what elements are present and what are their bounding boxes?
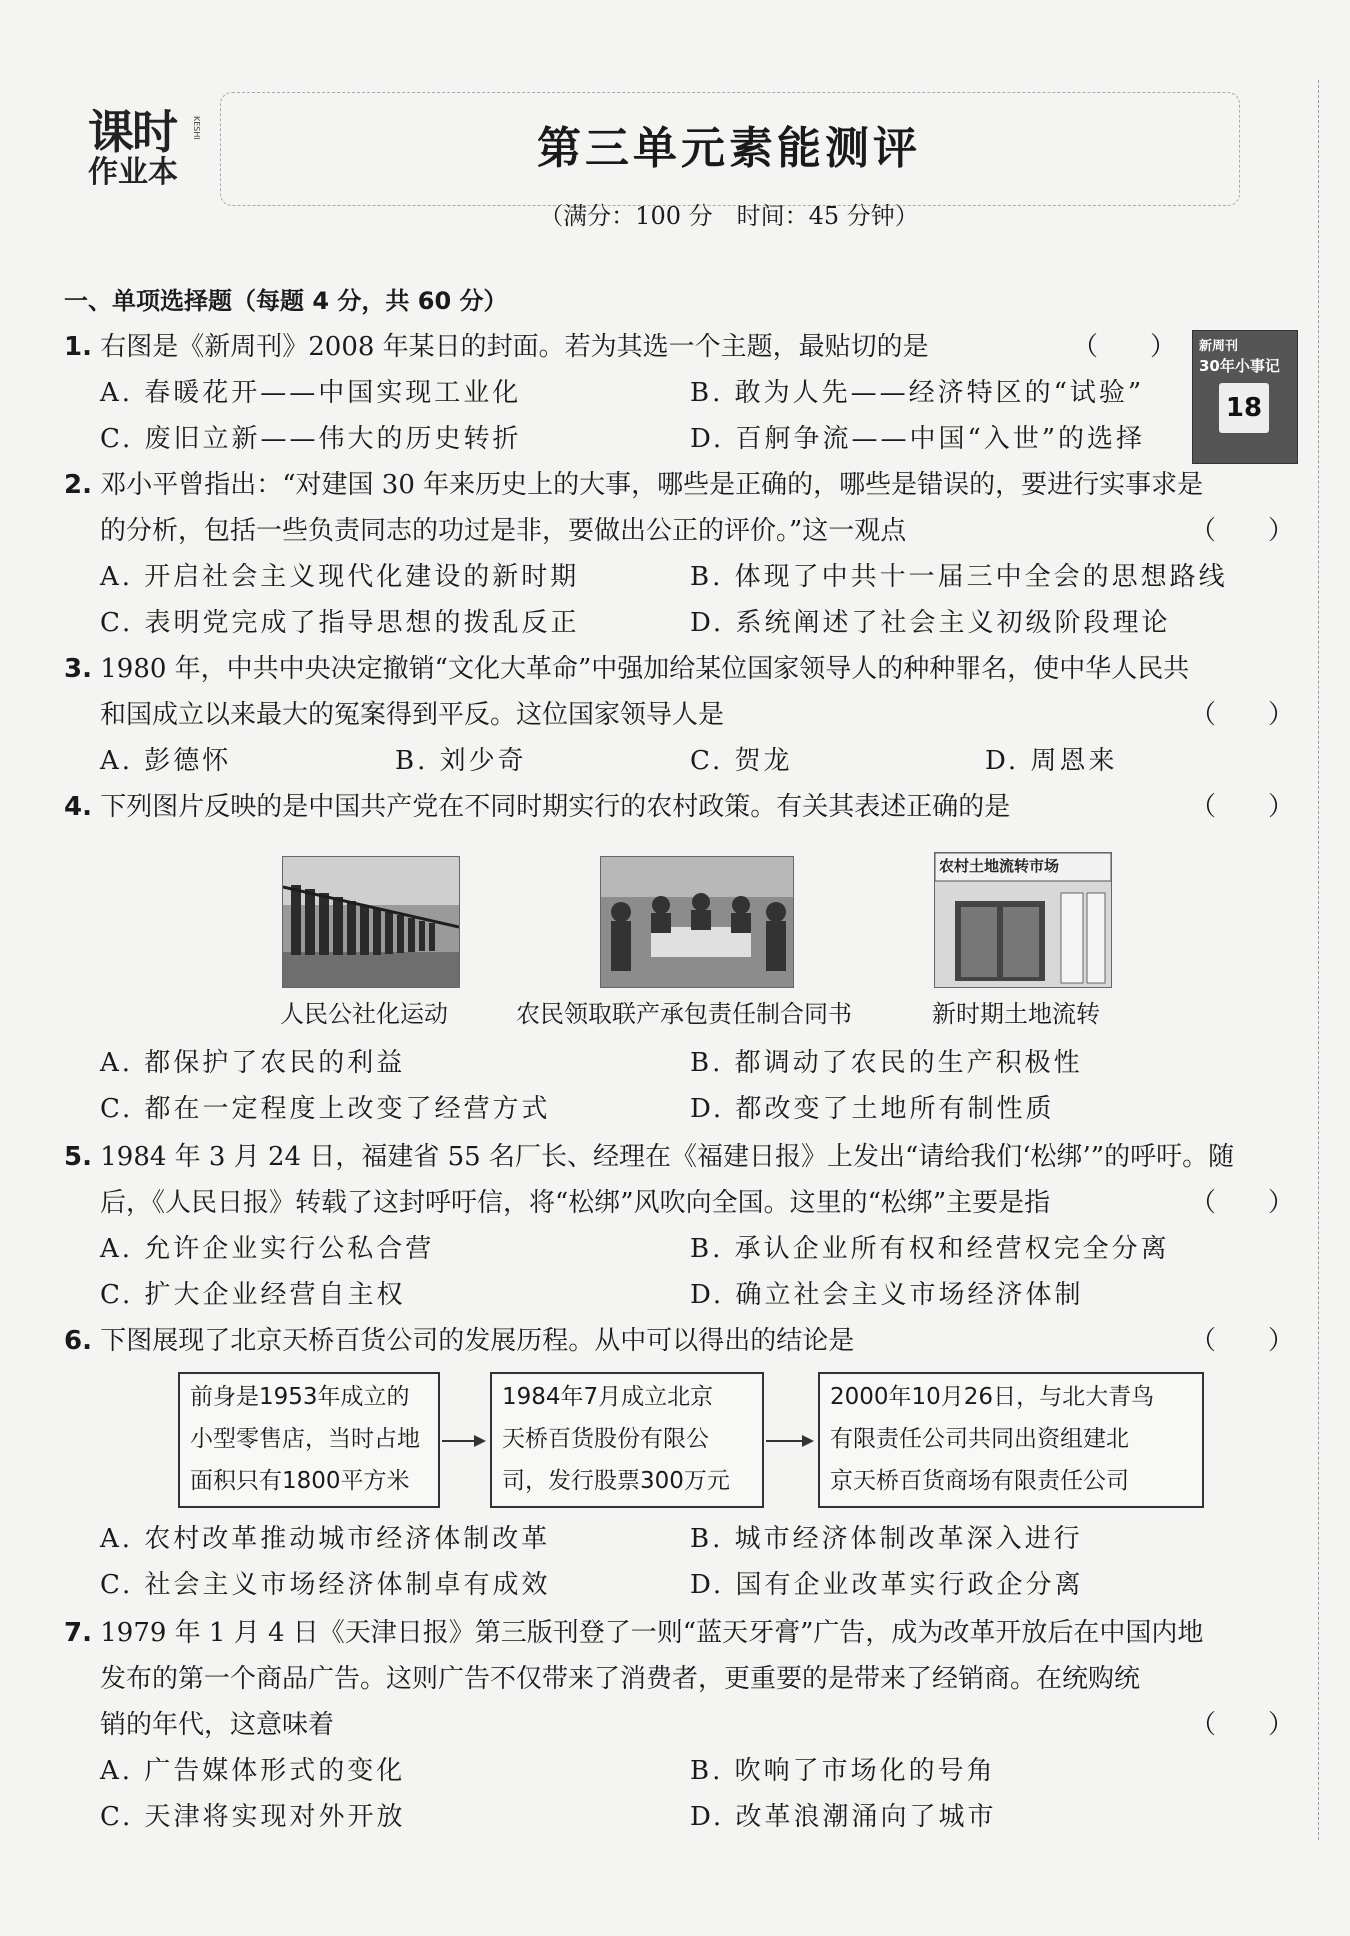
option-c[interactable]: C. 废旧立新——伟大的历史转折 <box>100 424 522 454</box>
option-b[interactable]: B. 刘少奇 <box>395 746 527 776</box>
question-text: 1979 年 1 月 4 日《天津日报》第三版刊登了一则“蓝天牙膏”广告，成为改革开放后在中国内地 <box>100 1618 1204 1648</box>
page-subtitle: （满分：100 分 时间：45 分钟） <box>539 202 919 230</box>
flow-box-line: 天桥百货股份有限公 <box>502 1426 709 1452</box>
question-7 <box>64 1616 1203 1650</box>
land-market-sign: 农村土地流转市场 <box>939 857 1060 875</box>
option-a[interactable]: A. 彭德怀 <box>100 746 232 776</box>
question-text-cont: 发布的第一个商品广告。这则广告不仅带来了消费者，更重要的是带来了经销商。在统购统 <box>100 1664 1141 1694</box>
publisher-logo <box>88 105 201 190</box>
question-text: 下列图片反映的是中国共产党在不同时期实行的农村政策。有关其表述正确的是 <box>100 792 1011 822</box>
binding-margin-line <box>1318 80 1319 1840</box>
flow-box-line: 小型零售店，当时占地 <box>190 1426 420 1452</box>
answer-blank[interactable]: （ ） <box>1072 332 1177 362</box>
option-a[interactable]: A. 开启社会主义现代化建设的新时期 <box>100 562 580 592</box>
question-number: 5. <box>64 1142 92 1172</box>
flow-box-line: 面积只有1800平方米 <box>190 1468 410 1494</box>
answer-blank[interactable]: （ ） <box>1190 1188 1295 1218</box>
option-d[interactable]: D. 百舸争流——中国“入世”的选择 <box>690 424 1146 454</box>
option-d[interactable]: D. 确立社会主义市场经济体制 <box>690 1280 1084 1310</box>
question-number: 2. <box>64 470 92 500</box>
question-number: 3. <box>64 654 92 684</box>
option-a[interactable]: A. 广告媒体形式的变化 <box>100 1756 406 1786</box>
answer-blank[interactable]: （ ） <box>1190 700 1295 730</box>
question-4 <box>64 790 1010 824</box>
option-c[interactable]: C. 贺龙 <box>690 746 793 776</box>
question-6 <box>64 1324 854 1358</box>
flow-box-1953 <box>178 1372 440 1508</box>
logo-pinyin: KESHI <box>192 116 201 140</box>
photo-land-transfer-market <box>934 852 1112 988</box>
option-b[interactable]: B. 都调动了农民的生产积极性 <box>690 1048 1083 1078</box>
option-b[interactable]: B. 吹响了市场化的号角 <box>690 1756 996 1786</box>
question-text: 右图是《新周刊》2008 年某日的封面。若为其选一个主题，最贴切的是 <box>100 332 929 362</box>
page-title: 第三单元素能测评 <box>537 123 921 174</box>
cover-masthead: 新周刊 <box>1199 339 1239 354</box>
flow-arrow <box>766 1440 812 1442</box>
flow-arrow <box>442 1440 484 1442</box>
question-1 <box>64 330 929 364</box>
flow-box-line: 司，发行股票300万元 <box>502 1468 730 1494</box>
question-text: 1984 年 3 月 24 日，福建省 55 名厂长、经理在《福建日报》上发出“请给我们‘松绑’”的呼吁。随 <box>100 1142 1235 1172</box>
option-b[interactable]: B. 城市经济体制改革深入进行 <box>690 1524 1083 1554</box>
flow-box-line: 京天桥百货商场有限责任公司 <box>830 1468 1129 1494</box>
option-b[interactable]: B. 承认企业所有权和经营权完全分离 <box>690 1234 1170 1264</box>
question-text: 邓小平曾指出：“对建国 30 年来历史上的大事，哪些是正确的，哪些是错误的，要进行实事求是 <box>100 470 1204 500</box>
question-5 <box>64 1140 1234 1174</box>
option-c[interactable]: C. 表明党完成了指导思想的拨乱反正 <box>100 608 580 638</box>
question-text-cont: 销的年代，这意味着 <box>100 1710 335 1740</box>
option-c[interactable]: C. 天津将实现对外开放 <box>100 1802 406 1832</box>
magazine-cover-image <box>1192 330 1298 464</box>
question-number: 7. <box>64 1618 92 1648</box>
option-c[interactable]: C. 都在一定程度上改变了经营方式 <box>100 1094 551 1124</box>
question-number: 4. <box>64 792 92 822</box>
caption-land-transfer: 新时期土地流转 <box>932 1000 1100 1028</box>
photo-commune-movement <box>282 856 460 988</box>
answer-blank[interactable]: （ ） <box>1190 792 1295 822</box>
option-a[interactable]: A. 春暖花开——中国实现工业化 <box>100 378 522 408</box>
answer-blank[interactable]: （ ） <box>1190 1710 1295 1740</box>
question-text-cont: 后，《人民日报》转载了这封呼吁信，将“松绑”风吹向全国。这里的“松绑”主要是指 <box>100 1188 1051 1218</box>
question-number: 1. <box>64 332 92 362</box>
flow-box-line: 1984年7月成立北京 <box>502 1384 714 1410</box>
question-text: 下图展现了北京天桥百货公司的发展历程。从中可以得出的结论是 <box>100 1326 855 1356</box>
flow-box-line: 2000年10月26日，与北大青鸟 <box>830 1384 1155 1410</box>
option-d[interactable]: D. 系统阐述了社会主义初级阶段理论 <box>690 608 1171 638</box>
option-a[interactable]: A. 都保护了农民的利益 <box>100 1048 406 1078</box>
option-a[interactable]: A. 允许企业实行公私合营 <box>100 1234 435 1264</box>
logo-top-text: 课时 <box>88 105 176 159</box>
photo-contract-signing <box>600 856 794 988</box>
question-text-cont: 的分析，包括一些负责同志的功过是非，要做出公正的评价。”这一观点 <box>100 516 907 546</box>
option-d[interactable]: D. 周恩来 <box>985 746 1118 776</box>
question-3 <box>64 652 1189 686</box>
question-text: 1980 年，中共中央决定撤销“文化大革命”中强加给某位国家领导人的种种罪名，使中华人民共 <box>100 654 1190 684</box>
option-d[interactable]: D. 改革浪潮涌向了城市 <box>690 1802 997 1832</box>
option-c[interactable]: C. 扩大企业经营自主权 <box>100 1280 406 1310</box>
flow-box-1984 <box>490 1372 764 1508</box>
flow-box-line: 前身是1953年成立的 <box>190 1384 410 1410</box>
cover-calendar-date: 18 <box>1219 383 1269 433</box>
logo-bottom-text: 作业本 <box>88 155 178 190</box>
question-2 <box>64 468 1203 502</box>
option-b[interactable]: B. 体现了中共十一届三中全会的思想路线 <box>690 562 1228 592</box>
answer-blank[interactable]: （ ） <box>1190 516 1295 546</box>
caption-contract: 农民领取联产承包责任制合同书 <box>516 1000 852 1028</box>
flow-box-line: 有限责任公司共同出资组建北 <box>830 1426 1129 1452</box>
answer-blank[interactable]: （ ） <box>1190 1326 1295 1356</box>
cover-headline: 30年小事记 <box>1199 357 1280 375</box>
option-a[interactable]: A. 农村改革推动城市经济体制改革 <box>100 1524 551 1554</box>
option-d[interactable]: D. 都改变了土地所有制性质 <box>690 1094 1055 1124</box>
caption-commune: 人民公社化运动 <box>280 1000 448 1028</box>
flow-box-2000 <box>818 1372 1204 1508</box>
option-c[interactable]: C. 社会主义市场经济体制卓有成效 <box>100 1570 551 1600</box>
option-d[interactable]: D. 国有企业改革实行政企分离 <box>690 1570 1084 1600</box>
question-text-cont: 和国成立以来最大的冤案得到平反。这位国家领导人是 <box>100 700 725 730</box>
section-heading: 一、单项选择题（每题 4 分，共 60 分） <box>64 287 508 315</box>
option-b[interactable]: B. 敢为人先——经济特区的“试验” <box>690 378 1145 408</box>
question-number: 6. <box>64 1326 92 1356</box>
